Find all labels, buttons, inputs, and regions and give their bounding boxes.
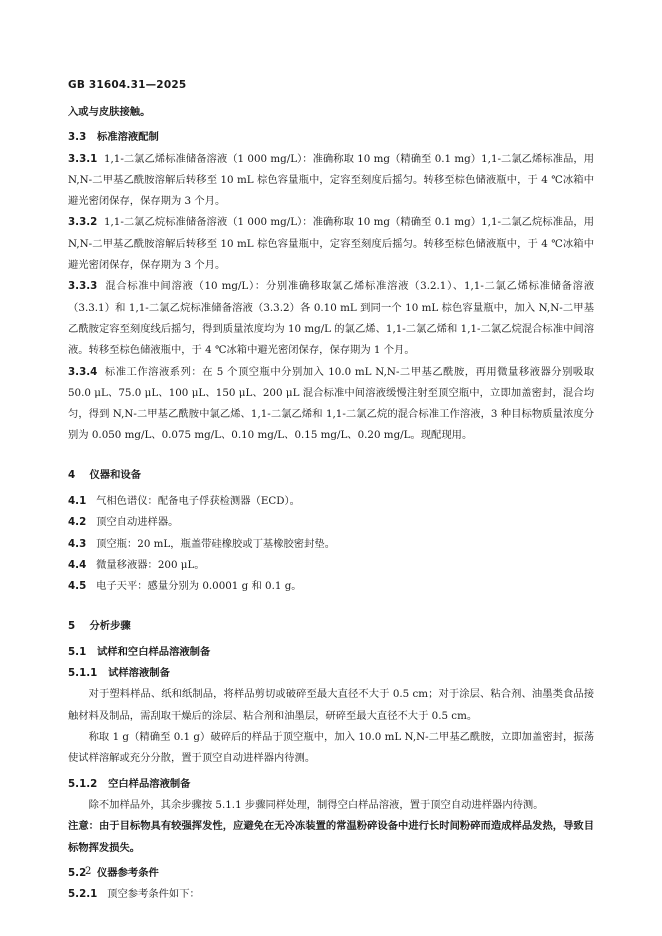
item-text: 气相色谱仪：配备电子俘获检测器（ECD）。 <box>96 495 300 508</box>
item-number: 4.1 <box>68 495 87 508</box>
equipment-list <box>68 491 594 597</box>
section-4-heading <box>68 465 594 486</box>
clause-number: 3.3.3 <box>68 280 98 293</box>
clause-number: 3.3.2 <box>68 216 98 229</box>
item-text: 微量移液器：200 μL。 <box>96 558 205 571</box>
equipment-item <box>68 534 594 555</box>
section-5-1-2-heading <box>68 774 594 795</box>
page-content <box>68 102 594 905</box>
paragraph-5-1-1-a: 对于塑料样品、纸和纸制品，将样品剪切或破碎至最大直径不大于 0.5 cm；对于涂层、粘合剂、油墨类食品接触材料及制品，需刮取干燥后的涂层、粘合剂和油墨层，研碎至最大直径不大于 0.5 cm。 <box>68 688 594 722</box>
section-number: 5.1.2 <box>68 777 98 790</box>
equipment-item <box>68 491 594 512</box>
clause-3-3-3 <box>68 276 594 361</box>
note-paragraph: 注意：由于目标物具有较强挥发性，应避免在无冷冻装置的常温粉碎设备中进行长时间粉碎而造成样品发热，导致目标物挥发损失。 <box>68 820 594 854</box>
section-5-heading <box>68 616 594 637</box>
item-text: 顶空瓶：20 mL，瓶盖带硅橡胶或丁基橡胶密封垫。 <box>96 537 335 550</box>
section-number: 3.3 <box>68 131 87 144</box>
clause-5-2-1 <box>68 884 594 905</box>
clause-text: 标准工作溶液系列：在 5 个顶空瓶中分别加入 10.0 mL N,N-二甲基乙酰胺，再用微量移液器分别吸取 50.0 μL、75.0 μL、100 μL、150 μL、200 μL 混合标准中间溶液缓慢注射至顶空瓶中，立即加盖密封，混合均匀，得到 N,N-二甲基乙酰胺中氯乙烯、1,1-二氯乙烯和 1,1-二氯乙烷的混合标准工作溶液，3 种目标物质量浓度分别为 0.050 mg/L、0.075 mg/L、0.10 mg/L、0.15 mg/L、0.20 mg/L。现配现用。 <box>68 365 594 442</box>
page-number: 2 <box>85 866 92 877</box>
intro-line: 入或与皮肤接触。 <box>68 106 151 118</box>
item-number: 4.5 <box>68 580 87 593</box>
section-5-2-heading <box>68 863 594 884</box>
clause-text: 混合标准中间溶液（10 mg/L）：分别准确移取氯乙烯标准溶液（3.2.1）、1,1-二氯乙烯标准储备溶液（3.3.1）和 1,1-二氯乙烷标准储备溶液（3.3.2）各 0.10 mL 到同一个 10 mL 棕色容量瓶中，加入 N,N-二甲基乙酰胺定容至刻度线后摇匀，得到质量浓度均为 10 mg/L 的氯乙烯、1,1-二氯乙烯和 1,1-二氯乙烷混合标准中间溶液。转移至棕色储液瓶中，于 4 ℃冰箱中避光密闭保存，保存期为 1 个月。 <box>68 280 595 357</box>
section-title: 试样和空白样品溶液制备 <box>97 645 211 658</box>
clause-number: 3.3.1 <box>68 152 98 165</box>
equipment-item <box>68 555 594 576</box>
clause-text: 1,1-二氯乙烯标准储备溶液（1 000 mg/L）：准确称取 10 mg（精确至 0.1 mg）1,1-二氯乙烯标准品，用 N,N-二甲基乙酰胺溶解后转移至 10 mL 棕色容量瓶中，定容至刻度后摇匀。转移至棕色储液瓶中，于 4 ℃冰箱中避光密闭保存，保存期为 3 个月。 <box>68 152 594 208</box>
item-number: 4.4 <box>68 558 87 571</box>
item-text: 电子天平：感量分别为 0.0001 g 和 0.1 g。 <box>96 580 302 593</box>
section-title: 仪器参考条件 <box>97 866 159 879</box>
item-number: 4.3 <box>68 537 87 550</box>
clause-3-3-1 <box>68 149 594 213</box>
item-text: 顶空自动进样器。 <box>96 516 179 529</box>
section-title: 标准溶液配制 <box>97 131 159 144</box>
standard-code-header: GB 31604.31—2025 <box>68 79 187 91</box>
section-title: 空白样品溶液制备 <box>108 777 191 790</box>
section-number: 5.1 <box>68 645 87 658</box>
section-number: 5.2 <box>68 866 87 879</box>
clause-number: 5.2.1 <box>68 888 98 901</box>
section-title: 仪器和设备 <box>89 468 141 481</box>
section-title: 分析步骤 <box>89 619 131 632</box>
clause-text: 1,1-二氯乙烷标准储备溶液（1 000 mg/L）：准确称取 10 mg（精确至 0.1 mg）1,1-二氯乙烷标准品，用 N,N-二甲基乙酰胺溶解后转移至 10 mL 棕色容量瓶中，定容至刻度后摇匀。转移至棕色储液瓶中，于 4 ℃冰箱中避光密闭保存，保存期为 3 个月。 <box>68 216 594 272</box>
clause-3-3-4 <box>68 362 594 447</box>
paragraph-5-1-2: 除不加样品外，其余步骤按 5.1.1 步骤同样处理，制得空白样品溶液，置于顶空自动进样器内待测。 <box>88 798 544 811</box>
item-number: 4.2 <box>68 516 87 529</box>
clause-3-3-2 <box>68 212 594 276</box>
section-number: 5 <box>68 619 76 632</box>
clause-text: 顶空参考条件如下： <box>107 888 200 901</box>
section-3-3-heading <box>68 127 594 148</box>
paragraph-5-1-1-b: 称取 1 g（精确至 0.1 g）破碎后的样品于顶空瓶中，加入 10.0 mL N,N-二甲基乙酰胺，立即加盖密封，振荡使试样溶解或充分分散，置于顶空自动进样器内待测。 <box>68 731 594 765</box>
clause-number: 3.3.4 <box>68 365 98 378</box>
section-number: 5.1.1 <box>68 667 98 680</box>
section-title: 试样溶液制备 <box>108 667 170 680</box>
section-5-1-heading <box>68 642 594 663</box>
section-number: 4 <box>68 468 76 481</box>
section-5-1-1-heading <box>68 663 594 684</box>
equipment-item <box>68 512 594 533</box>
equipment-item <box>68 576 594 597</box>
